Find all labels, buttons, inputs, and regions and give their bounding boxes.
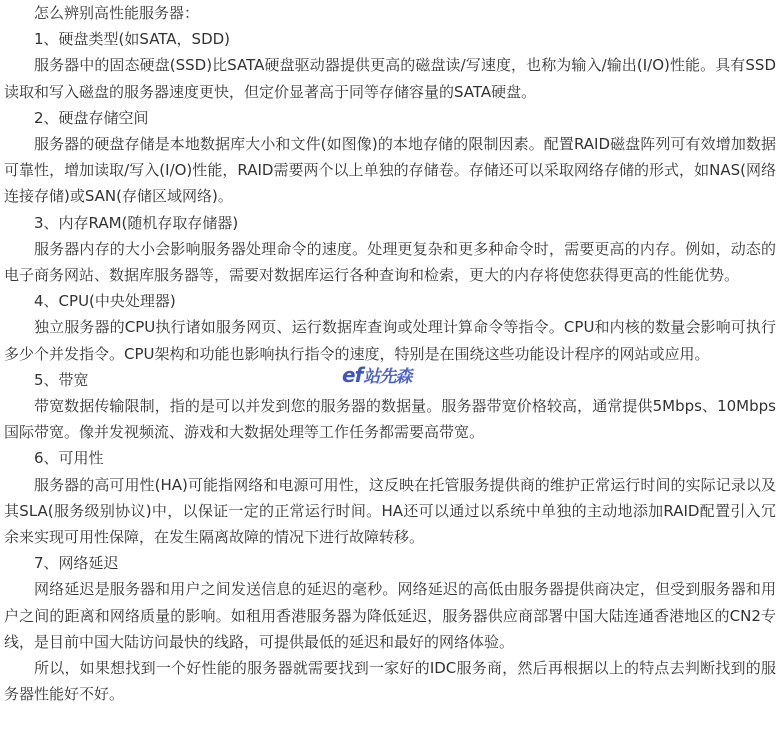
section-body-disk-storage: 服务器的硬盘存储是本地数据库大小和文件(如图像)的本地存储的限制因素。配置RAID磁盘阵列可有效增加数据可靠性，增加读取/写入(I/O)性能，RAID需要两个以上单独的存储卷。存储还可以采取网络存储的形式，如NAS(网络连接存储)或SAN(存储区域网络)。 bbox=[4, 135, 776, 206]
section-body-disk-type: 服务器中的固态硬盘(SSD)比SATA硬盘驱动器提供更高的磁盘读/写速度，也称为输入/输出(I/O)性能。具有SSD读取和写入磁盘的服务器速度更快，但定价显著高于同等存储容量的SATA硬盘。 bbox=[4, 56, 776, 101]
watermark-logo-mark: ef bbox=[342, 363, 363, 387]
section-body-ram: 服务器内存的大小会影响服务器处理命令的速度。处理更复杂和更多种命令时，需要更高的内存。例如，动态的电子商务网站、数据库服务器等，需要对数据库运行各种查询和检索，更大的内存将使您获得更高的性能优势。 bbox=[4, 239, 776, 285]
section-body-cpu: 独立服务器的CPU执行诸如服务网页、运行数据库查询或处理计算命令等指令。CPU和内核的数量会影响可执行多少个并发指令。CPU架构和功能也影响执行指令的速度，特别是在围绕这些功能设计程序的网站或应用。 bbox=[4, 318, 776, 363]
section-heading-availability: 6、可用性 bbox=[34, 449, 104, 468]
watermark-text: 站先森 bbox=[363, 367, 412, 387]
section-heading-cpu: 4、CPU(中央处理器) bbox=[34, 292, 176, 311]
article-body bbox=[4, 0, 776, 707]
section-heading-bandwidth: 5、带宽 bbox=[34, 370, 89, 389]
section-body-availability: 服务器的高可用性(HA)可能指网络和电源可用性，这反映在托管服务提供商的维护正常运行时间的实际记录以及其SLA(服务级别协议)中，以保证一定的正常运行时间。HA还可以通过以系统中单独的主动地添加RAID配置引入冗余来实现可用性保障，在发生隔离故障的情况下进行故障转移。 bbox=[4, 475, 776, 547]
section-body-latency: 网络延迟是服务器和用户之间发送信息的延迟的毫秒。网络延迟的高低由服务器提供商决定，但受到服务器和用户之间的距离和网络质量的影响。如租用香港服务器为降低延迟，服务器供应商部署中国大陆连通香港地区的CN2专线，是目前中国大陆访问最快的线路，可提供最低的延迟和最好的网络体验。 bbox=[4, 580, 776, 651]
article-conclusion: 所以，如果想找到一个好性能的服务器就需要找到一家好的IDC服务商，然后再根据以上的特点去判断找到的服务器性能好不好。 bbox=[4, 659, 776, 704]
section-heading-disk-type: 1、硬盘类型(如SATA，SDD) bbox=[34, 30, 231, 49]
section-heading-latency: 7、网络延迟 bbox=[34, 554, 119, 573]
section-heading-disk-storage: 2、硬盘存储空间 bbox=[34, 108, 149, 127]
article-intro: 怎么辨别高性能服务器： bbox=[34, 4, 200, 22]
section-heading-ram: 3、内存RAM(随机存取存储器) bbox=[34, 213, 239, 232]
section-body-bandwidth: 带宽数据传输限制，指的是可以并发到您的服务器的数据量。服务器带宽价格较高，通常提供5Mbps、10Mbps国际带宽。像并发视频流、游戏和大数据处理等工作任务都需要高带宽。 bbox=[4, 397, 776, 442]
